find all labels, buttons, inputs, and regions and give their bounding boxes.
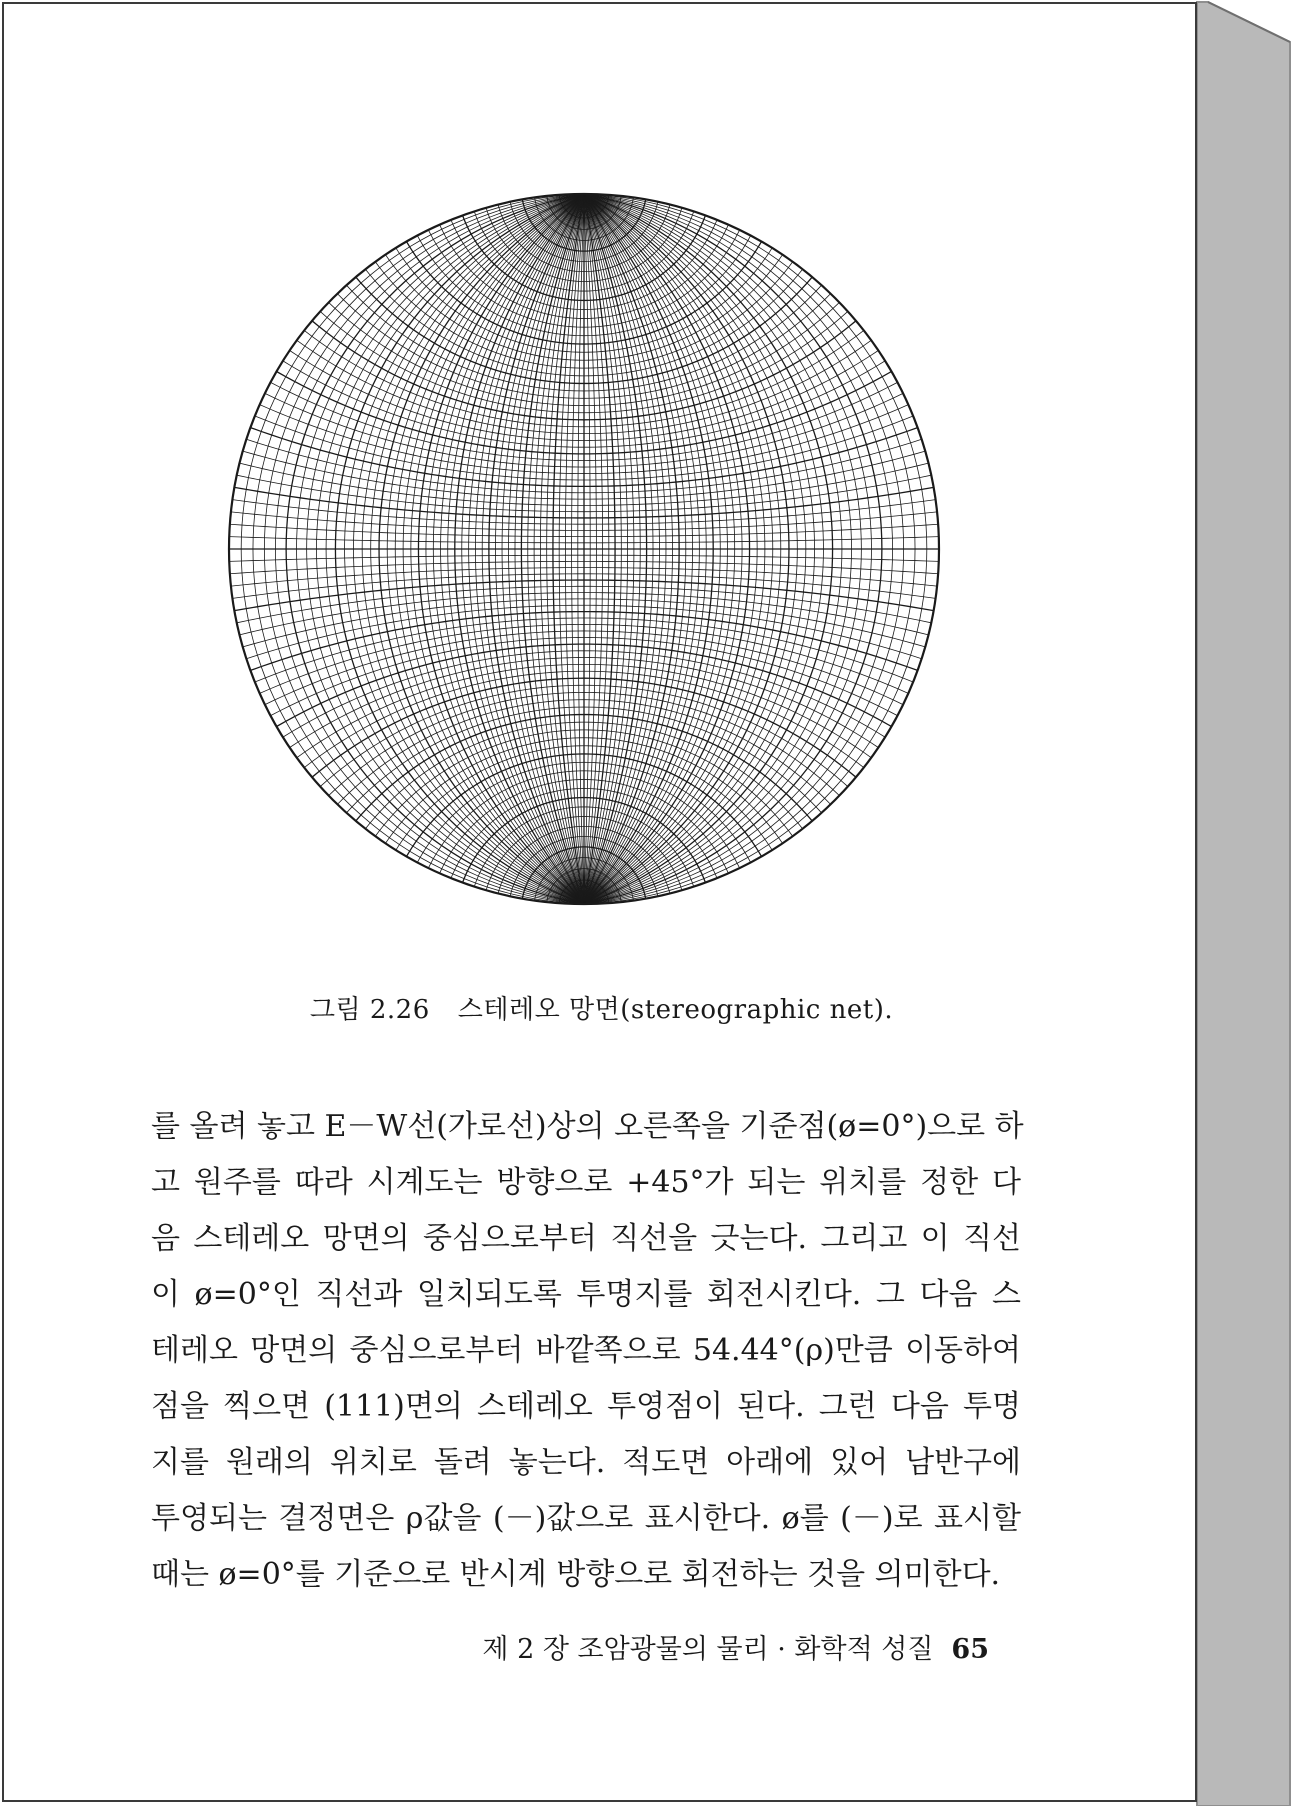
chapter-title: 제 2 장 조암광물의 물리 · 화학적 성질 (482, 1634, 934, 1665)
text-line: 이 ø=0°인 직선과 일치되도록 투명지를 회전시킨다. 그 다음 스 (151, 1277, 1021, 1312)
text-line: 를 올려 놓고 E－W선(가로선)상의 오른쪽을 기준점(ø=0°)으로 하 (151, 1109, 1024, 1144)
caption-text: 스테레오 망면(stereographic net). (457, 995, 894, 1025)
text-line: 고 원주를 따라 시계도는 방향으로 +45°가 되는 위치를 정한 다 (151, 1165, 1021, 1200)
running-footer (4, 1627, 989, 1666)
text-line: 점을 찍으면 (111)면의 스테레오 투영점이 된다. 그런 다음 투명 (151, 1389, 1021, 1424)
text-line: 테레오 망면의 중심으로부터 바깥쪽으로 54.44°(ρ)만큼 이동하여 (151, 1333, 1021, 1368)
text-line: 투영되는 결정면은 ρ값을 (－)값으로 표시한다. ø를 (－)로 표시할 (151, 1501, 1021, 1536)
figure-caption (4, 989, 1199, 1026)
text-line: 지를 원래의 위치로 돌려 놓는다. 적도면 아래에 있어 남반구에 (151, 1445, 1021, 1480)
book-page (2, 2, 1197, 1802)
body-paragraph (151, 1099, 1024, 1603)
text-line: 때는 ø=0°를 기준으로 반시계 방향으로 회전하는 것을 의미한다. (151, 1557, 1001, 1592)
stereographic-net (224, 189, 944, 909)
text-line: 음 스테레오 망면의 중심으로부터 직선을 긋는다. 그리고 이 직선 (151, 1221, 1021, 1256)
page-number: 65 (951, 1634, 989, 1665)
caption-number: 그림 2.26 (309, 995, 430, 1025)
